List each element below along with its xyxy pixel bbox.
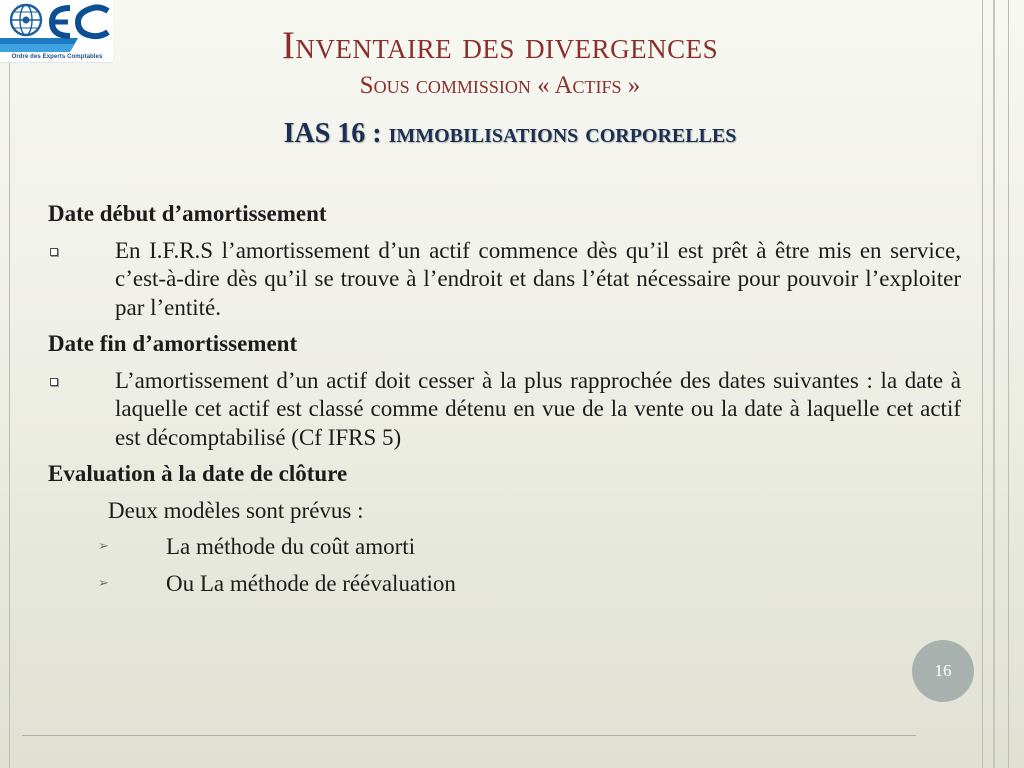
section-heading-evaluation: Evaluation à la date de clôture — [48, 461, 348, 486]
frame-line-left — [9, 0, 10, 768]
list-item-text: La méthode du coût amorti — [166, 534, 416, 559]
square-bullet-icon — [50, 248, 58, 256]
topic-heading: IAS 16 : immobilisations corporelles — [283, 118, 737, 149]
frame-line-right-2 — [993, 0, 995, 768]
logo-caption: Ordre des Experts Comptables — [11, 54, 103, 60]
logo-graphic — [0, 0, 113, 52]
evaluation-intro: Deux modèles sont prévus : — [108, 497, 364, 523]
bullet-item-end — [48, 367, 961, 453]
list-item-text: Ou La méthode de réévaluation — [166, 570, 456, 596]
section-heading-end: Date fin d’amortissement — [48, 331, 298, 356]
frame-line-right-1 — [982, 0, 983, 768]
slide-subtitle: Sous commission « Actifs » — [359, 72, 641, 99]
section-heading-start: Date début d’amortissement — [48, 201, 327, 226]
arrow-bullet-icon: ➢ — [98, 539, 109, 554]
list-item-model-2 — [48, 570, 961, 599]
oec-logo — [0, 0, 113, 63]
bullet-text-start: En I.F.R.S l’amortissement d’un actif commence dès qu’il est prêt à être mis en service, c’est-à-dire dès qu’il se trouve à l’endroit et dans l’état nécessaire pour pouvoir l’exploiter par l’entité. — [115, 237, 961, 320]
footer-divider — [22, 735, 916, 736]
bullet-text-end: L’amortissement d’un actif doit cesser à la plus rapprochée des dates suivantes : la date à laquelle cet actif est classé comme détenu en vue de la vente ou la date à laquelle cet actif est décomptabilisé (Cf IFRS 5) — [115, 367, 961, 450]
square-bullet-icon — [50, 378, 58, 386]
frame-line-right-3 — [1008, 0, 1009, 768]
page-number-badge: 16 — [912, 640, 974, 702]
arrow-bullet-icon: ➢ — [98, 575, 109, 591]
slide-title: Inventaire des divergences — [281, 24, 719, 67]
list-item-model-1 — [48, 533, 961, 562]
slide-body — [48, 200, 961, 606]
bullet-item-start — [48, 237, 961, 323]
